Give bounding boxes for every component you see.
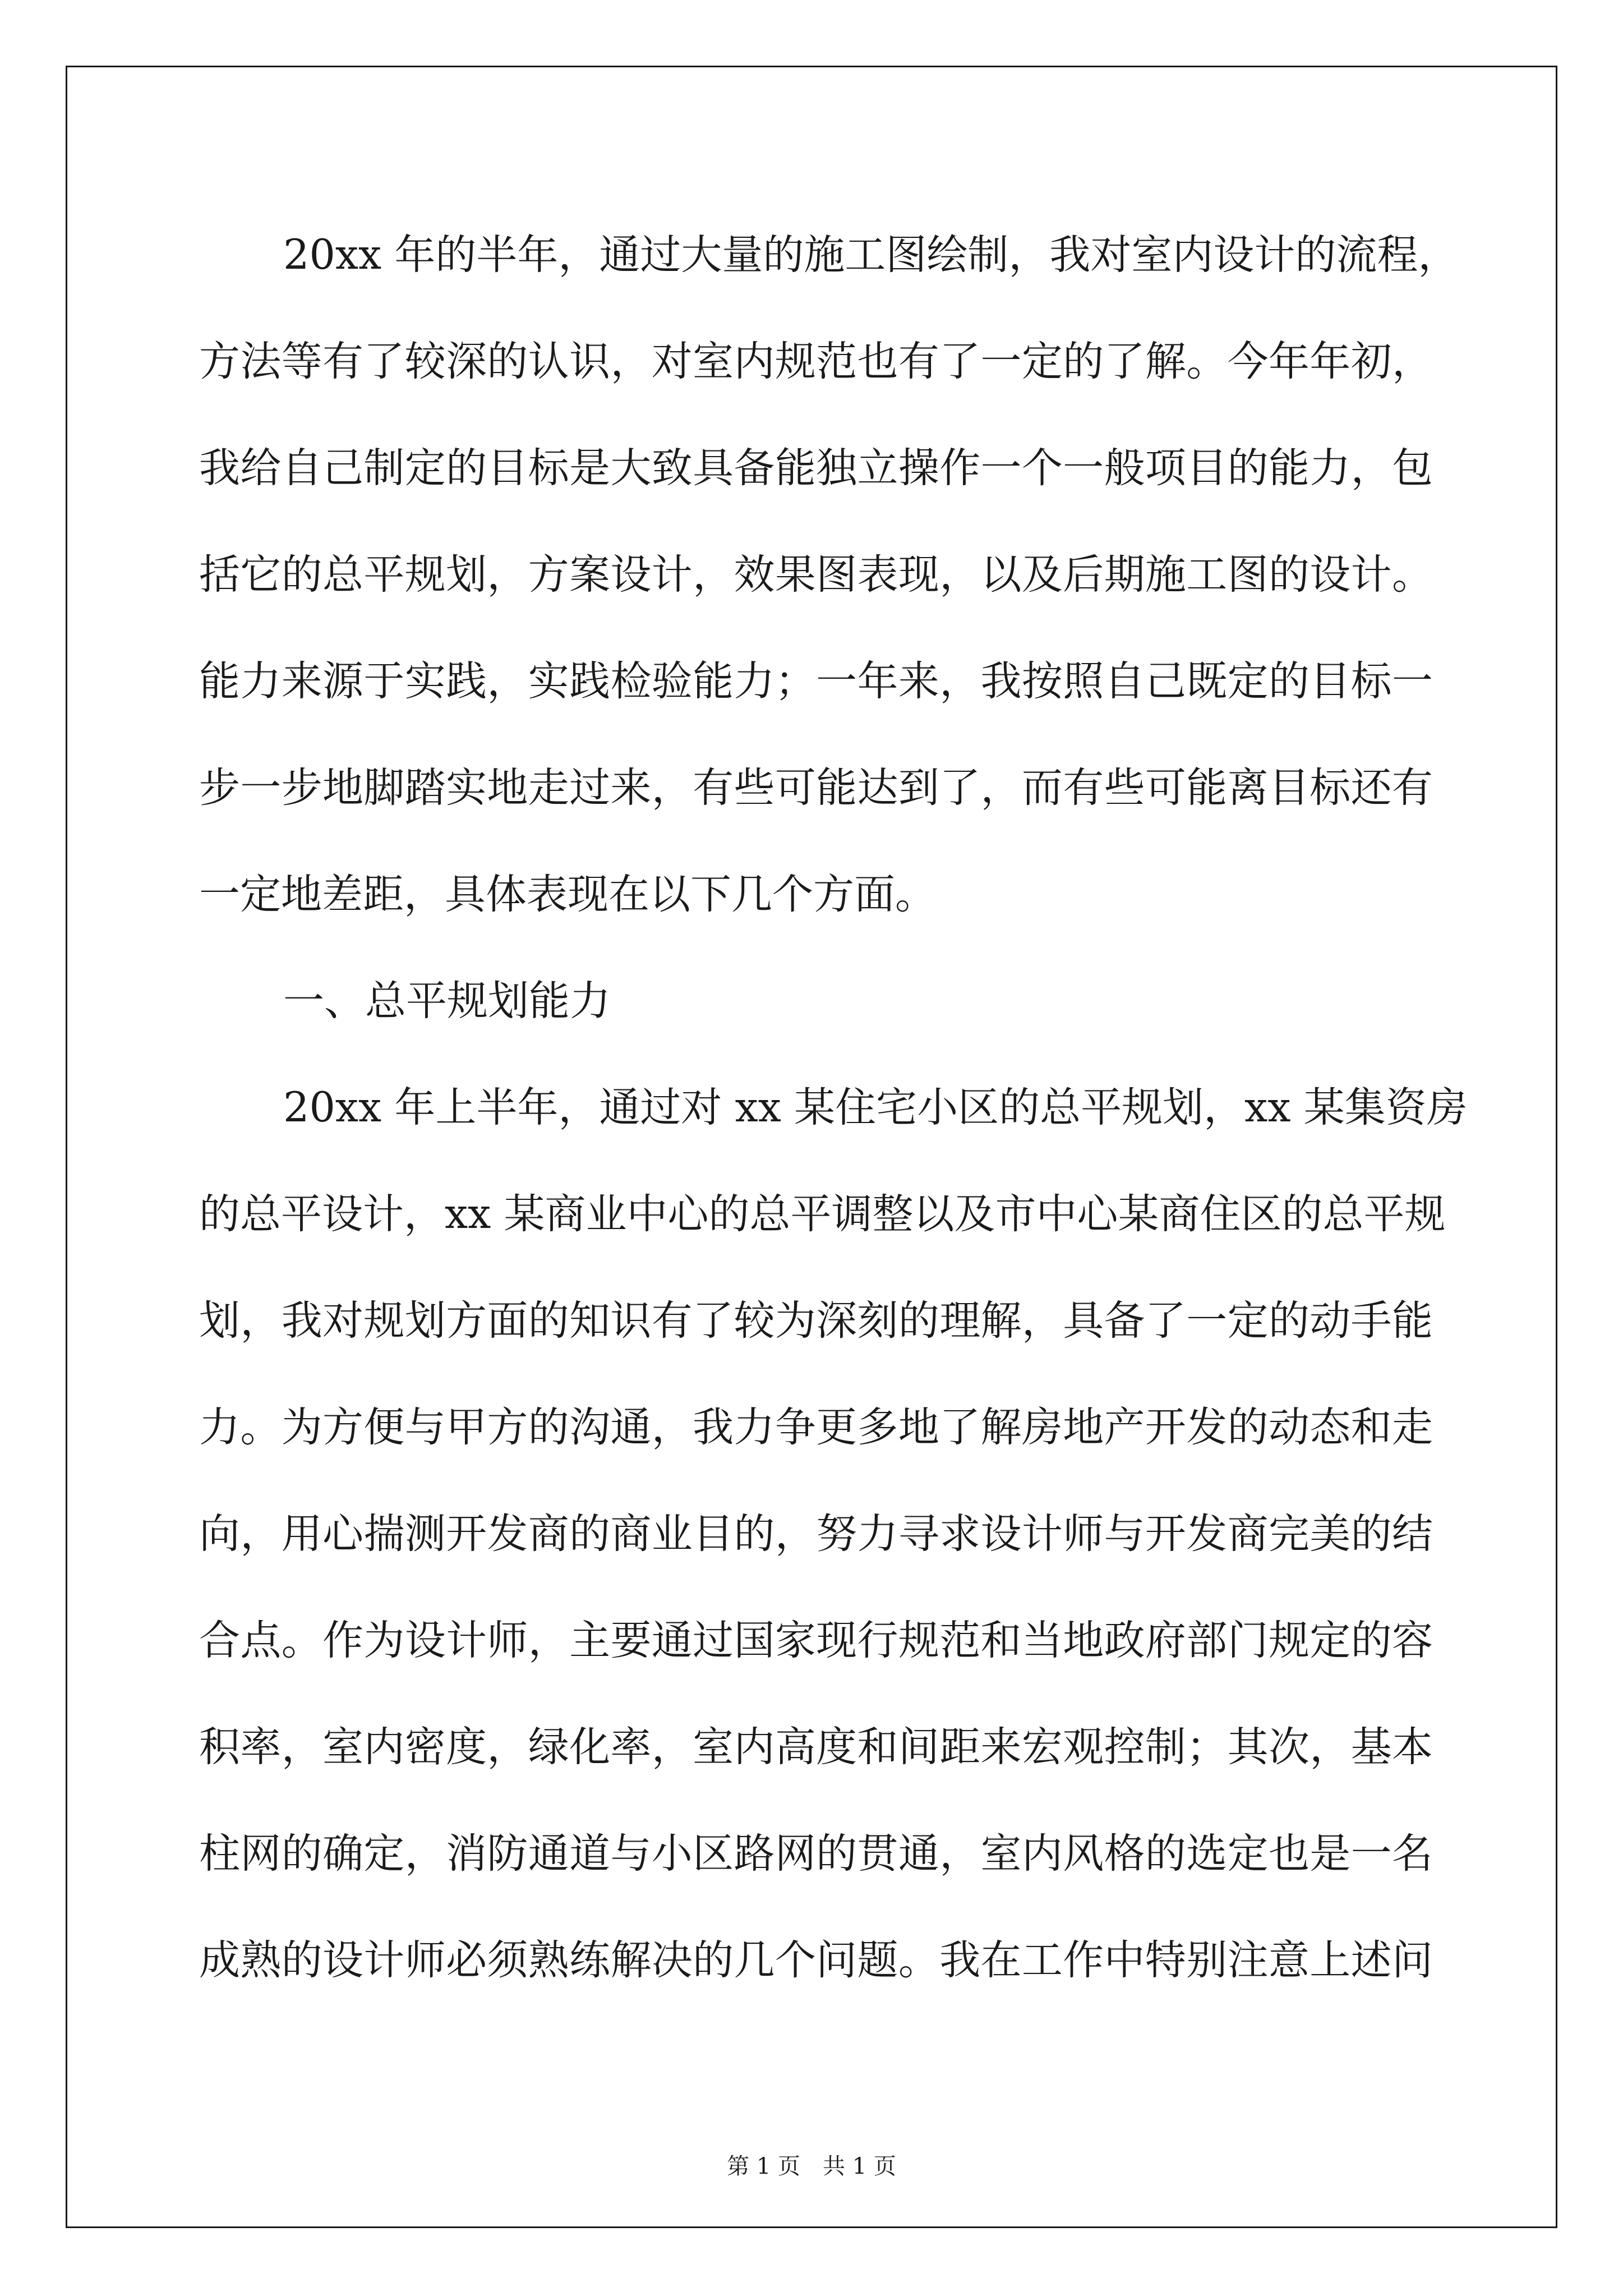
text-line: 力。为方便与甲方的沟通，我力争更多地了解房地产开发的动态和走: [199, 1404, 1433, 1451]
text-line: 能力来源于实践，实践检验能力；一年来，我按照自己既定的目标一: [199, 657, 1433, 705]
text-line: 积率，室内密度，绿化率，室内高度和间距来宏观控制；其次，基本: [199, 1723, 1433, 1771]
text-line: 括它的总平规划，方案设计，效果图表现，以及后期施工图的设计。: [199, 551, 1433, 599]
page-footer: 第 1 页 共 1 页: [727, 2154, 896, 2179]
text-line: 成熟的设计师必须熟练解决的几个问题。我在工作中特别注意上述问: [199, 1936, 1433, 1984]
text-line: 我给自己制定的目标是大致具备能独立操作一个一般项目的能力，包: [199, 444, 1433, 492]
text-line: 方法等有了较深的认识，对室内规范也有了一定的了解。今年年初，: [199, 338, 1433, 385]
text-line: 一定地差距，具体表现在以下几个方面。: [199, 871, 936, 918]
text-line: 一、总平规划能力: [283, 977, 611, 1025]
text-line: 的总平设计，xx 某商业中心的总平调整以及市中心某商住区的总平规: [199, 1190, 1446, 1238]
text-line: 合点。作为设计师，主要通过国家现行规范和当地政府部门规定的容: [199, 1617, 1433, 1664]
text-line: 柱网的确定，消防通道与小区路网的贯通，室内风格的选定也是一名: [199, 1830, 1433, 1878]
text-line: 步一步地脚踏实地走过来，有些可能达到了，而有些可能离目标还有: [199, 764, 1433, 812]
text-line: 划，我对规划方面的知识有了较为深刻的理解，具备了一定的动手能: [199, 1297, 1433, 1345]
text-line: 20xx 年上半年，通过对 xx 某住宅小区的总平规划，xx 某集资房: [283, 1084, 1468, 1131]
text-line: 向，用心揣测开发商的商业目的，努力寻求设计师与开发商完美的结: [199, 1510, 1433, 1558]
document-body: [199, 213, 1468, 2025]
text-line: 20xx 年的半年，通过大量的施工图绘制，我对室内设计的流程，: [283, 231, 1459, 279]
